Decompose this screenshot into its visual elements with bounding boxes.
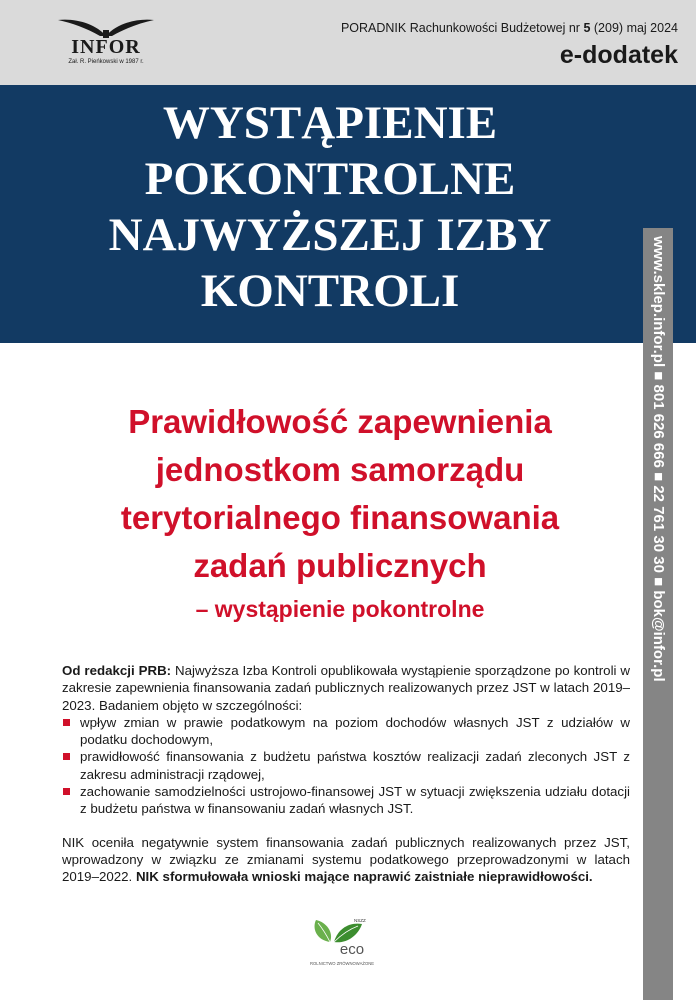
issue-number: 5 <box>583 21 591 35</box>
paragraph-text: NIK oceniła negatywnie system finansowania zadań publicznych realizowanych przez JST, wprowadzony w związku ze zmianami systemu podatkowego przeprowadzonymi w latach 2019–2022. <box>62 834 630 885</box>
title-line: POKONTROLNE <box>144 153 516 205</box>
subtitle-line: zadań publicznych <box>193 547 487 584</box>
issue-nr-label: nr <box>568 21 580 35</box>
eco-caption: ROLNICTWO ZRÓWNOWAŻONE <box>309 961 375 966</box>
title-line: KONTROLI <box>200 265 460 317</box>
paragraph-bold: NIK sformułowała wnioski mające naprawić zaistniałe nieprawidłowości. <box>135 869 593 885</box>
e-dodatek-badge: e-dodatek <box>559 41 678 69</box>
title-line: NAJWYŻSZEJ IZBY <box>108 209 552 261</box>
list-item <box>62 748 630 783</box>
list-item-text: zachowanie samodzielności ustrojowo-finansowej JST w sytuacji zwiększenia udziału dotacji z budżetu państwa w finansowaniu zadań własnych JST. <box>80 784 630 817</box>
issue-series: PORADNIK Rachunkowości Budżetowej <box>340 21 566 35</box>
title-band <box>0 85 696 343</box>
bullet-list <box>62 714 630 818</box>
lead-text: Najwyższa Izba Kontroli opublikowała wystąpienie sporządzone po kontroli w zakresie zapewnienia finansowania zadań publicznych realizowanych przez JST w latach 2019–2023. Badaniem objęto w szczególności: <box>62 663 631 713</box>
logo-subtitle: Zał. R. Pieńkowski w 1987 r. <box>68 59 144 65</box>
editorial-lead <box>62 662 630 714</box>
eco-badge <box>306 912 378 974</box>
main-title <box>30 95 630 319</box>
subtitle <box>40 398 640 628</box>
subtitle-sub: – wystąpienie pokontrolne <box>195 596 485 622</box>
eagle-wings-logo-icon <box>56 14 156 38</box>
issue-date: maj 2024 <box>626 21 678 35</box>
lead-label: Od redakcji PRB: <box>62 663 172 678</box>
top-header-bar <box>0 0 696 85</box>
editorial-paragraph <box>62 834 630 886</box>
eco-label: eco <box>339 941 365 958</box>
title-line: WYSTĄPIENIE <box>162 97 498 149</box>
list-item-text: wpływ zmian w prawie podatkowym na poziom dochodów własnych JST z udziałów w podatku dochodowym, <box>80 714 630 748</box>
eco-small: NSZZ <box>354 918 366 923</box>
subtitle-line: terytorialnego finansowania <box>120 499 560 536</box>
issue-total: (209) <box>593 21 624 35</box>
list-item <box>62 714 630 749</box>
logo-wordmark: INFOR <box>71 36 141 58</box>
issue-info <box>341 20 678 36</box>
eco-leaf-icon <box>306 912 378 974</box>
subtitle-line: jednostkom samorządu <box>155 451 525 488</box>
subtitle-line: Prawidłowość zapewnienia <box>128 403 552 440</box>
bullet-square-icon <box>63 719 70 726</box>
bullet-square-icon <box>63 753 70 760</box>
editorial-body <box>62 662 630 886</box>
contact-sidebar-text: www.sklep.infor.pl ■ 801 626 666 ■ 22 761 30 30 ■ bok@infor.pl <box>650 236 667 682</box>
infor-logo <box>56 14 156 70</box>
bullet-square-icon <box>63 788 70 795</box>
list-item <box>62 783 630 818</box>
list-item-text: prawidłowość finansowania z budżetu państwa kosztów realizacji zadań zleconych JST z zakresu administracji rządowej, <box>80 749 630 782</box>
